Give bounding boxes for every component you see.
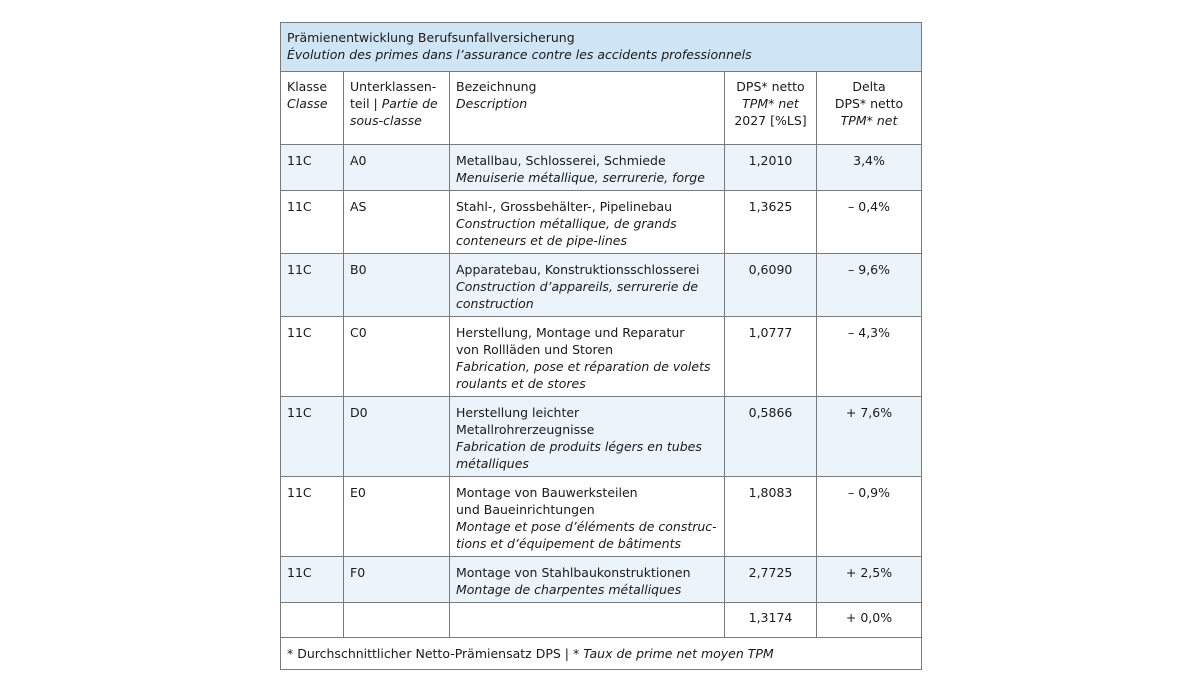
- cell-teil: E0: [344, 477, 450, 557]
- header-klasse-fr: Classe: [287, 96, 328, 111]
- footnote-de: * Durchschnittlicher Netto-Prämiensatz DPS |: [287, 646, 573, 661]
- header-row: [281, 72, 922, 145]
- cell-teil: AS: [344, 191, 450, 254]
- description-fr: Construction métallique, de grands: [456, 216, 677, 231]
- description-fr: Fabrication de produits légers en tubes: [456, 439, 702, 454]
- description-de: und Baueinrichtungen: [456, 502, 595, 517]
- table-body: [281, 145, 922, 603]
- total-empty-2: [344, 603, 450, 638]
- total-dps: 1,3174: [725, 603, 817, 638]
- cell-delta: + 2,5%: [817, 557, 922, 603]
- table-title: [281, 23, 922, 72]
- table-title-row: [281, 23, 922, 72]
- footnote-fr: * Taux de prime net moyen TPM: [572, 646, 774, 661]
- cell-teil: A0: [344, 145, 450, 191]
- header-dps-line2: TPM* net: [742, 96, 799, 111]
- description-fr: Fabrication, pose et réparation de volets: [456, 359, 711, 374]
- description-de: Montage von Stahlbaukonstruktionen: [456, 565, 691, 580]
- total-row: [281, 603, 922, 638]
- cell-teil: C0: [344, 317, 450, 397]
- header-unterklasse-line3: sous-classe: [350, 113, 422, 128]
- header-bezeichnung: [450, 72, 725, 145]
- table-row: [281, 254, 922, 317]
- description-de: Herstellung leichter Metallrohrerzeugnisse: [456, 405, 595, 437]
- cell-dps: 1,3625: [725, 191, 817, 254]
- description-de: Herstellung, Montage und Reparatur: [456, 325, 685, 340]
- header-dps-line3: 2027 [%LS]: [734, 113, 807, 128]
- description-fr: Montage et pose d’éléments de construc-: [456, 519, 717, 534]
- total-empty-1: [281, 603, 344, 638]
- cell-bezeichnung: [450, 254, 725, 317]
- description-fr: Menuiserie métallique, serrurerie, forge: [456, 170, 705, 185]
- description-fr: Montage de charpentes métalliques: [456, 582, 682, 597]
- header-unterklasse: [344, 72, 450, 145]
- description-fr: métalliques: [456, 456, 529, 471]
- cell-bezeichnung: [450, 477, 725, 557]
- cell-klasse: 11C: [281, 557, 344, 603]
- description-fr: Construction d’appareils, serrurerie de: [456, 279, 699, 294]
- header-unterklasse-line2-fr: Partie de: [381, 96, 438, 111]
- description-fr: roulants et de stores: [456, 376, 586, 391]
- cell-teil: F0: [344, 557, 450, 603]
- description-fr: conteneurs et de pipe-lines: [456, 233, 627, 248]
- table-row: [281, 477, 922, 557]
- table-row: [281, 145, 922, 191]
- cell-delta: – 4,3%: [817, 317, 922, 397]
- total-empty-3: [450, 603, 725, 638]
- premium-table: [280, 22, 922, 670]
- header-dps-line1: DPS* netto: [736, 79, 805, 94]
- cell-delta: + 7,6%: [817, 397, 922, 477]
- header-bezeichnung-fr: Description: [456, 96, 528, 111]
- cell-teil: B0: [344, 254, 450, 317]
- header-delta: [817, 72, 922, 145]
- title-french: Évolution des primes dans l’assurance contre les accidents professionnels: [287, 47, 752, 62]
- header-delta-line3: TPM* net: [840, 113, 898, 128]
- header-unterklasse-line1: Unterklassen-: [350, 79, 437, 94]
- cell-klasse: 11C: [281, 317, 344, 397]
- description-de: von Rollläden und Storen: [456, 342, 614, 357]
- footnote: [281, 638, 922, 670]
- header-klasse-de: Klasse: [287, 79, 328, 94]
- cell-dps: 2,7725: [725, 557, 817, 603]
- cell-teil: D0: [344, 397, 450, 477]
- cell-dps: 0,6090: [725, 254, 817, 317]
- cell-bezeichnung: [450, 317, 725, 397]
- cell-dps: 0,5866: [725, 397, 817, 477]
- header-bezeichnung-de: Bezeichnung: [456, 79, 537, 94]
- cell-delta: – 0,9%: [817, 477, 922, 557]
- cell-dps: 1,2010: [725, 145, 817, 191]
- cell-klasse: 11C: [281, 254, 344, 317]
- description-fr: tions et d’équipement de bâtiments: [456, 536, 681, 551]
- total-delta: + 0,0%: [817, 603, 922, 638]
- cell-delta: – 9,6%: [817, 254, 922, 317]
- cell-bezeichnung: [450, 145, 725, 191]
- description-de: Montage von Bauwerksteilen: [456, 485, 638, 500]
- cell-dps: 1,0777: [725, 317, 817, 397]
- cell-bezeichnung: [450, 557, 725, 603]
- description-fr: construction: [456, 296, 534, 311]
- title-german: Prämienentwicklung Berufsunfallversicherung: [287, 30, 575, 45]
- cell-bezeichnung: [450, 397, 725, 477]
- table-row: [281, 191, 922, 254]
- footnote-row: [281, 638, 922, 670]
- cell-delta: 3,4%: [817, 145, 922, 191]
- table-row: [281, 397, 922, 477]
- cell-dps: 1,8083: [725, 477, 817, 557]
- header-delta-line1: Delta: [852, 79, 886, 94]
- cell-klasse: 11C: [281, 477, 344, 557]
- header-klasse: [281, 72, 344, 145]
- cell-klasse: 11C: [281, 191, 344, 254]
- header-dps: [725, 72, 817, 145]
- header-delta-line2: DPS* netto: [834, 96, 904, 111]
- cell-bezeichnung: [450, 191, 725, 254]
- cell-delta: – 0,4%: [817, 191, 922, 254]
- cell-klasse: 11C: [281, 145, 344, 191]
- table-row: [281, 317, 922, 397]
- cell-klasse: 11C: [281, 397, 344, 477]
- description-de: Apparatebau, Konstruktionsschlosserei: [456, 262, 700, 277]
- header-unterklasse-line2: teil |: [350, 96, 382, 111]
- description-de: Metallbau, Schlosserei, Schmiede: [456, 153, 666, 168]
- description-de: Stahl-, Grossbehälter-, Pipelinebau: [456, 199, 673, 214]
- table-row: [281, 557, 922, 603]
